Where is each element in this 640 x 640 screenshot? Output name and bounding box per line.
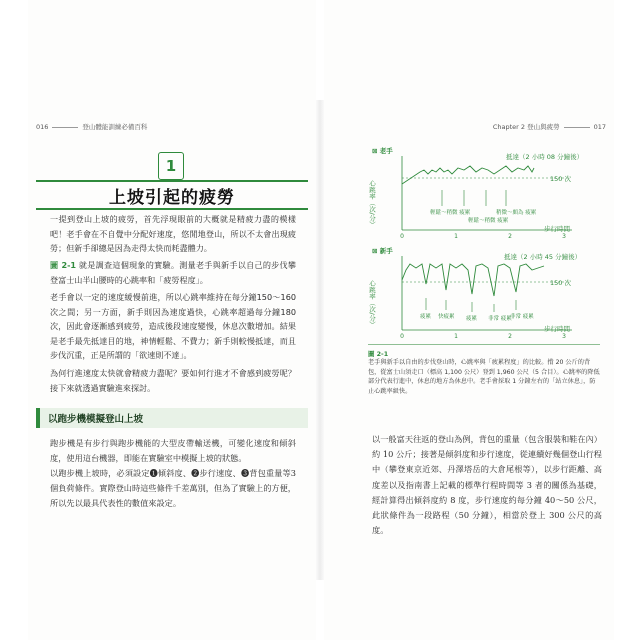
chart-b-tick: 0: [400, 333, 404, 340]
chapter-running-title: Chapter 2 登山與疲勞: [492, 123, 560, 131]
chart-b-annot: 疲累: [420, 314, 432, 320]
chart-b-x-label: 步行時間: [544, 325, 570, 333]
right-page: [324, 0, 614, 640]
chart-a-x-label: 步行時間: [544, 225, 570, 233]
book-gutter: [316, 100, 324, 580]
right-paragraph: 以一般富天往返的登山為例，背包的重量（包含服裝和鞋在內）約 10 公斤；接著是傾斜度和步行速度，從連續好幾個登山行程中（攀登東京近郊、丹澤塔岳的大倉尾根等），以步行距離、高度差以及指南書上記載的標準行程時間等 3 者的關係為基礎，經計算得出傾斜度約 8 度，步行速度約每分鐘 40～50 公尺，此狀條件為一段路程（50 分鐘），相當於登上 300 公尺的高度。: [372, 434, 602, 536]
chart-a-annot: 輕鬆～稍微 疲累: [430, 210, 471, 216]
chart-a-line: [402, 166, 534, 184]
paragraph-1: 一提到登山上坡的疲勞，首先浮現眼前的大概就是精疲力盡的模樣吧！老手會在不自覺中分配好速度，悠閒地登山，所以不太會出現疲勞；但新手卻總是因為走得太快而耗盡體力。: [50, 214, 296, 254]
page-number-left: 016: [36, 123, 49, 131]
running-head-left: [36, 122, 147, 131]
paragraph-2: 圖 2-1 就是調查這個現象的實驗。測量老手與新手以自己的步伐攀登富士山半山腰時的心跳率和「疲勞程度」。: [50, 260, 296, 285]
left-page: [28, 0, 316, 640]
chart-b-label: ⊠ 新手: [372, 247, 393, 255]
figure-caption: [368, 344, 600, 396]
chart-b-line: [402, 264, 544, 296]
chart-b-annot: 疲累: [466, 316, 478, 322]
chart-b-annot: 非常 疲累: [510, 314, 534, 320]
book-title: 登山體能訓練必備百科: [82, 123, 148, 131]
chart-b-tick: 1: [454, 333, 458, 340]
section-heading: 以跑步機模擬登山上坡: [36, 408, 308, 428]
chart-b-tick: 3: [562, 333, 566, 340]
page-number-right: 017: [593, 123, 606, 131]
serif-paragraph-1: 跑步機是有步行與跑步機能的大型皮帶輸送機，可變化速度和傾斜度，使用這台機器，即能在實驗室中模擬上坡的狀態。: [50, 438, 296, 464]
chart-b-annot: 非常 疲累: [488, 316, 512, 322]
chart-veteran: [368, 150, 594, 240]
chart-a-arrival: 抵達（2 小時 08 分鐘後）: [506, 153, 584, 161]
chart-b-annot: 快疲累: [438, 314, 455, 320]
chart-beginner: [368, 250, 594, 340]
chart-a-150-label: 150 次: [550, 175, 571, 183]
chart-a-annot: 稍微～頗為 疲累: [496, 210, 537, 216]
chart-a-tick: 3: [562, 233, 566, 240]
chart-a-tick: 0: [400, 233, 404, 240]
running-head-right: [493, 122, 606, 131]
chart-b-tick: 2: [508, 333, 512, 340]
chart-b-arrival: 抵達（2 小時 45 分鐘後）: [504, 253, 582, 261]
serif-paragraph-2: 以跑步機上坡時，必須設定❶傾斜度、❷步行速度、❸背包重量等3個負荷條件。實際登山時這些條件千差萬別，但為了實驗上的方便，所以先以最具代表性的數值來設定。: [50, 468, 296, 509]
chart-b-y-label: 心跳率（次/分）: [368, 280, 376, 328]
paragraph-3: 老手會以一定的速度緩慢前進，所以心跳率維持在每分鐘150～160次之間；另一方面，新手則因為速度過快，心跳率超過每分鐘180次，因此會逐漸感到疲勞，造成後段速度變慢，休息次數增加。結果是老手最先抵達目的地，神情輕鬆、不費力；新手則較慢抵達，而且步伐沉重，正是所謂的「欲速則不達」。: [50, 292, 296, 361]
chart-a-tick: 1: [454, 233, 458, 240]
chapter-title: 上坡引起的疲勞: [36, 180, 308, 210]
figure-reference: 圖 2-1: [50, 260, 77, 270]
chart-b-150-label: 150 次: [550, 279, 571, 287]
paragraph-4: 為何行進速度太快就會精疲力盡呢？要如何行進才不會感到疲勞呢？接下來就透過實驗進來探討。: [50, 368, 296, 393]
caption-text: 老手與新手以自由的步伐登山時，心跳率與「疲累程度」的比較。揹 20 公斤的背包，從富士山須走口（標高 1,100 公尺）登到 1,960 公尺（5 合目）。心跳率的降低部分代表行進中，休息的地方為休息中。老手會採取 1 分鐘左右的「站立休息」，防止心跳率級快。: [368, 359, 600, 395]
chapter-number: 1: [158, 152, 184, 180]
chart-a-tick: 2: [508, 233, 512, 240]
chart-a-y-label: 心跳率（次/分）: [368, 180, 376, 228]
chart-a-annot: 輕鬆～稍微 疲累: [468, 218, 509, 224]
caption-number: 圖 2-1: [368, 350, 389, 358]
chart-a-label: ⊠ 老手: [372, 147, 393, 155]
